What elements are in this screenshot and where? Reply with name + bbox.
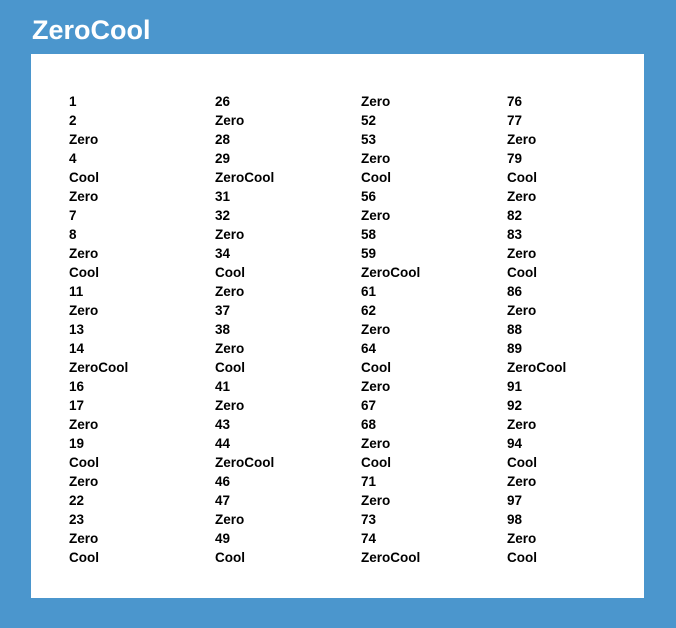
list-item: Cool bbox=[215, 265, 245, 280]
list-item: 4 bbox=[69, 151, 77, 166]
list-item: 14 bbox=[69, 341, 85, 356]
list-item: 17 bbox=[69, 398, 85, 413]
list-item: Zero bbox=[69, 246, 99, 261]
list-item: Zero bbox=[361, 94, 391, 109]
list-item: 19 bbox=[69, 436, 85, 451]
list-item: 46 bbox=[215, 474, 231, 489]
list-item: 88 bbox=[507, 322, 523, 337]
list-item: 98 bbox=[507, 512, 523, 527]
list-item: 29 bbox=[215, 151, 231, 166]
list-item: Zero bbox=[361, 493, 391, 508]
list-item: 44 bbox=[215, 436, 231, 451]
list-item: Cool bbox=[507, 550, 537, 565]
list-item: 8 bbox=[69, 227, 77, 242]
list-item: 7 bbox=[69, 208, 77, 223]
list-item: 2 bbox=[69, 113, 77, 128]
list-item: 53 bbox=[361, 132, 377, 147]
page-title: ZeroCool bbox=[32, 15, 151, 45]
list-item: 73 bbox=[361, 512, 377, 527]
list-item: Zero bbox=[507, 132, 537, 147]
list-item: Zero bbox=[507, 246, 537, 261]
list-item: Cool bbox=[507, 455, 537, 470]
list-item: 41 bbox=[215, 379, 231, 394]
list-item: 49 bbox=[215, 531, 231, 546]
list-item: 77 bbox=[507, 113, 523, 128]
list-item: ZeroCool bbox=[361, 265, 421, 280]
fizzbuzz-column-4 bbox=[507, 92, 653, 567]
list-item: Zero bbox=[69, 189, 99, 204]
list-item: 31 bbox=[215, 189, 231, 204]
list-item: 79 bbox=[507, 151, 523, 166]
list-item: Cool bbox=[69, 265, 99, 280]
list-item: Zero bbox=[361, 322, 391, 337]
list-item: Cool bbox=[507, 265, 537, 280]
list-item: Cool bbox=[215, 360, 245, 375]
list-item: Cool bbox=[361, 360, 391, 375]
list-item: ZeroCool bbox=[215, 170, 275, 185]
list-item: 1 bbox=[69, 94, 77, 109]
list-item: 59 bbox=[361, 246, 377, 261]
list-item: 61 bbox=[361, 284, 377, 299]
fizzbuzz-column-3 bbox=[361, 92, 507, 567]
list-item: Zero bbox=[361, 379, 391, 394]
list-item: Zero bbox=[361, 208, 391, 223]
list-item: 64 bbox=[361, 341, 377, 356]
fizzbuzz-column-2 bbox=[215, 92, 361, 567]
list-item: Cool bbox=[69, 550, 99, 565]
list-item: Zero bbox=[507, 531, 537, 546]
list-item: 91 bbox=[507, 379, 523, 394]
list-item: 58 bbox=[361, 227, 377, 242]
list-item: Cool bbox=[361, 455, 391, 470]
list-item: 74 bbox=[361, 531, 377, 546]
list-item: 13 bbox=[69, 322, 85, 337]
list-item: 34 bbox=[215, 246, 231, 261]
list-item: 11 bbox=[69, 284, 84, 299]
list-item: 68 bbox=[361, 417, 377, 432]
list-item: 83 bbox=[507, 227, 523, 242]
list-item: 86 bbox=[507, 284, 523, 299]
list-item: Zero bbox=[215, 227, 245, 242]
fizzbuzz-column-1 bbox=[69, 92, 215, 567]
list-item: ZeroCool bbox=[361, 550, 421, 565]
list-item: 37 bbox=[215, 303, 231, 318]
list-item: 56 bbox=[361, 189, 377, 204]
list-item: Zero bbox=[507, 189, 537, 204]
list-item: Cool bbox=[361, 170, 391, 185]
list-item: Zero bbox=[215, 341, 245, 356]
list-item: 43 bbox=[215, 417, 231, 432]
list-item: Zero bbox=[69, 303, 99, 318]
list-item: ZeroCool bbox=[215, 455, 275, 470]
list-item: Zero bbox=[215, 398, 245, 413]
fizzbuzz-grid bbox=[69, 92, 653, 567]
list-item: Zero bbox=[69, 132, 99, 147]
list-item: 62 bbox=[361, 303, 377, 318]
list-item: ZeroCool bbox=[507, 360, 567, 375]
list-item: Zero bbox=[215, 284, 245, 299]
list-item: 22 bbox=[69, 493, 85, 508]
list-item: 32 bbox=[215, 208, 231, 223]
list-item: Zero bbox=[507, 474, 537, 489]
list-item: Zero bbox=[507, 303, 537, 318]
list-item: 82 bbox=[507, 208, 523, 223]
list-item: 76 bbox=[507, 94, 523, 109]
content-card bbox=[31, 54, 644, 598]
list-item: 97 bbox=[507, 493, 523, 508]
list-item: 92 bbox=[507, 398, 523, 413]
list-item: Zero bbox=[69, 531, 99, 546]
list-item: 38 bbox=[215, 322, 231, 337]
list-item: 89 bbox=[507, 341, 523, 356]
list-item: Cool bbox=[69, 455, 99, 470]
list-item: 28 bbox=[215, 132, 231, 147]
list-item: Zero bbox=[507, 417, 537, 432]
list-item: 52 bbox=[361, 113, 377, 128]
list-item: Cool bbox=[215, 550, 245, 565]
list-item: Cool bbox=[69, 170, 99, 185]
list-item: Zero bbox=[361, 436, 391, 451]
list-item: Zero bbox=[215, 512, 245, 527]
list-item: 23 bbox=[69, 512, 85, 527]
list-item: 26 bbox=[215, 94, 231, 109]
list-item: ZeroCool bbox=[69, 360, 129, 375]
list-item: 16 bbox=[69, 379, 85, 394]
list-item: 94 bbox=[507, 436, 523, 451]
list-item: Zero bbox=[361, 151, 391, 166]
list-item: 71 bbox=[361, 474, 377, 489]
list-item: Cool bbox=[507, 170, 537, 185]
list-item: Zero bbox=[69, 417, 99, 432]
list-item: Zero bbox=[69, 474, 99, 489]
list-item: 47 bbox=[215, 493, 231, 508]
list-item: Zero bbox=[215, 113, 245, 128]
list-item: 67 bbox=[361, 398, 377, 413]
